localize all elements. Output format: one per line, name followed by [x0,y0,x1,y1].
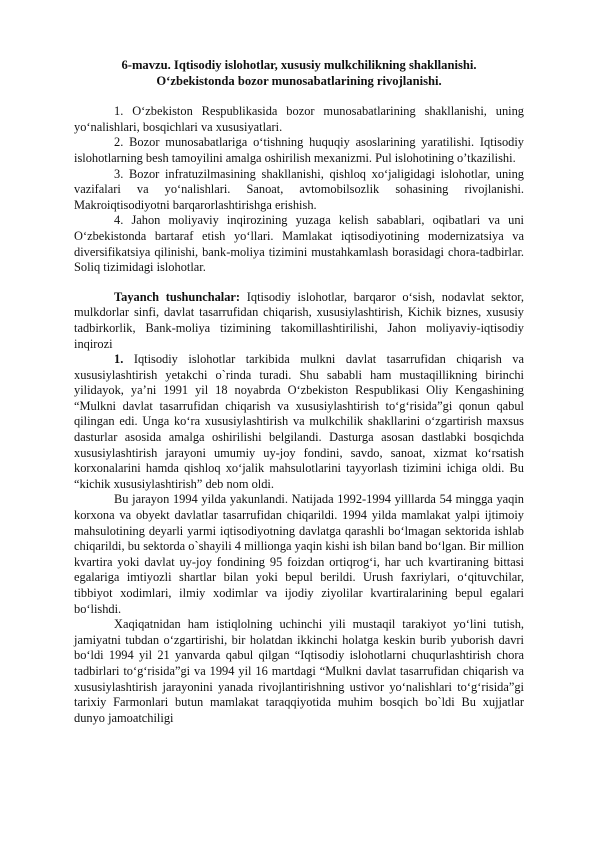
key-concepts-paragraph [74,290,524,352]
plan-item-4: 4. Jahon moliyaviy inqirozining yuzaga kelish sabablari, oqibatlari va uni O‘zbekistonda bartaraf etish yo‘llari. Mamlakat iqtisodiyotining modernizatsiya va diversifikatsiya qilinishi, bank-moliya tizimini mustahkamlash borasidagi chora-tadbirlar. Soliq tizimidagi islohotlar. [74,213,524,275]
key-concepts-text: Iqtisodiy islohotlar, barqaror o‘sish, nodavlat sektor, mulkdorlar sinfi, davlat tasarrufidan chiqarish, xususiylashtirish, Kichik biznes, xususiy tadbirkorlik, Bank-moliya tizimining takomillashtirilishi, Jahon moliyaviy-iqtisodiy inqirozi [74,289,524,351]
page-title [74,58,524,89]
body-paragraph-3: Xaqiqatnidan ham istiqlolning uchinchi yili mustaqil tarakiyot yo‘lini tutish, jamiyatni tubdan o‘zgartirishi, bir holatdan ikkinchi holatga keskin burib yuborish davri bo‘ldi 1994 yil 21 yanvarda qabul qilgan “Iqtisodiy islohotlarni chuqurlashtirish chora tadbirlari to‘g‘risida”gi va 1994 yil 16 martdagi “Mulkni davlat tasarrufidan chiqarish va xususiylashtirish jarayonini yanada rivojlantirishning ustivor yo‘nalishlari to‘g‘risida”gi tarixiy Farmonlari butun mamlakat taraqqiyotida muhim bosqich bo`ldi Bu xujjatlar dunyo jamoatchiligi [74,617,524,725]
plan-item-3: 3. Bozor infratuzilmasining shakllanishi, qishloq xo‘jaligidagi islohotlar, uning vazifalari va yo‘nalishlari. Sanoat, avtomobilsozlik sohasining rivojlanishi. Makroiqtisodiyotni barqarorlashtirishga erishish. [74,166,524,212]
spacer [74,276,524,290]
title-line-1: 6-mavzu. Iqtisodiy islohotlar, xususiy mulkchilikning shakllanishi. [121,58,477,72]
section-1-text: Iqtisodiy islohotlar tarkibida mulkni davlat tasarrufidan chiqarish va xususiylashtirish yetakchi o`rinda turadi. Shu sababli ham mustaqillikning birinchi yilidayok, ya’ni 1991 yil 18 noyabrda O‘zbekiston Respublikasi Oliy Kengashining “Mulkni davlat tasarrufidan chiqarish va xususiylashtirish to‘g‘risida”gi qonun qabul qilingan edi. Unga ko‘ra xususiylashtirish va mulkchilik shakllarini o‘zgartirish maxsus dasturlar asosida amalga oshirilishi belgilandi. Dasturga asosan dastlabki bosqichda xususiylashtirish jarayoni umumiy uy-joy fondini, savdo, sanoat, xizmat ko‘rsatish korxonalarini hamda qishloq xo‘jalik mahsulotlarini tayyorlash tizimini ichiga oldi. Bu “kichik xususiylashtirish” deb nom oldi. [74,352,524,491]
body-paragraph-2: Bu jarayon 1994 yilda yakunlandi. Natijada 1992-1994 yilllarda 54 mingga yaqin korxona va obyekt davlatlar tasarrufidan chiqarildi. 1994 yilda mamlakat yalpi ijtimoiy mahsulotining deyarli yarmi iqtisodiyotning davlatga qarashli bo‘lmagan sektorida ishlab chiqarildi, bu sektorda o`shayili 4 millionga yaqin kishi ish bilan band bo‘lgan. Bir million kvartira yoki davlat uy-joy fondining 95 foizdan ortiqrog‘i, har uch kvartiraning bittasi egalariga imtiyozli shartlar bilan yoki bepul berildi. Urush faxriylari, o‘qituvchilar, tibbiyot xodimlari, ilmiy xodimlar va ijodiy ziyolilar kvartiralarining bepul egalari bo‘lishdi. [74,492,524,616]
title-line-2: O‘zbekistonda bozor munosabatlarining rivojlanishi. [156,73,442,88]
plan-item-2: 2. Bozor munosabatlariga o‘tishning huquqiy asoslarining yaratilishi. Iqtisodiy islohotlarning besh tamoyilini amalga oshirilish mexanizmi. Pul islohotining o’tkazilishi. [74,135,524,165]
plan-item-1: 1. O‘zbekiston Respublikasida bozor munosabatlarining shakllanishi, uning yo‘nalishlari, bosqichlari va xususiyatlari. [74,104,524,134]
section-1-number: 1. [114,352,124,367]
key-concepts-label: Tayanch tushunchalar: [114,289,241,304]
section-1-paragraph [74,352,524,492]
